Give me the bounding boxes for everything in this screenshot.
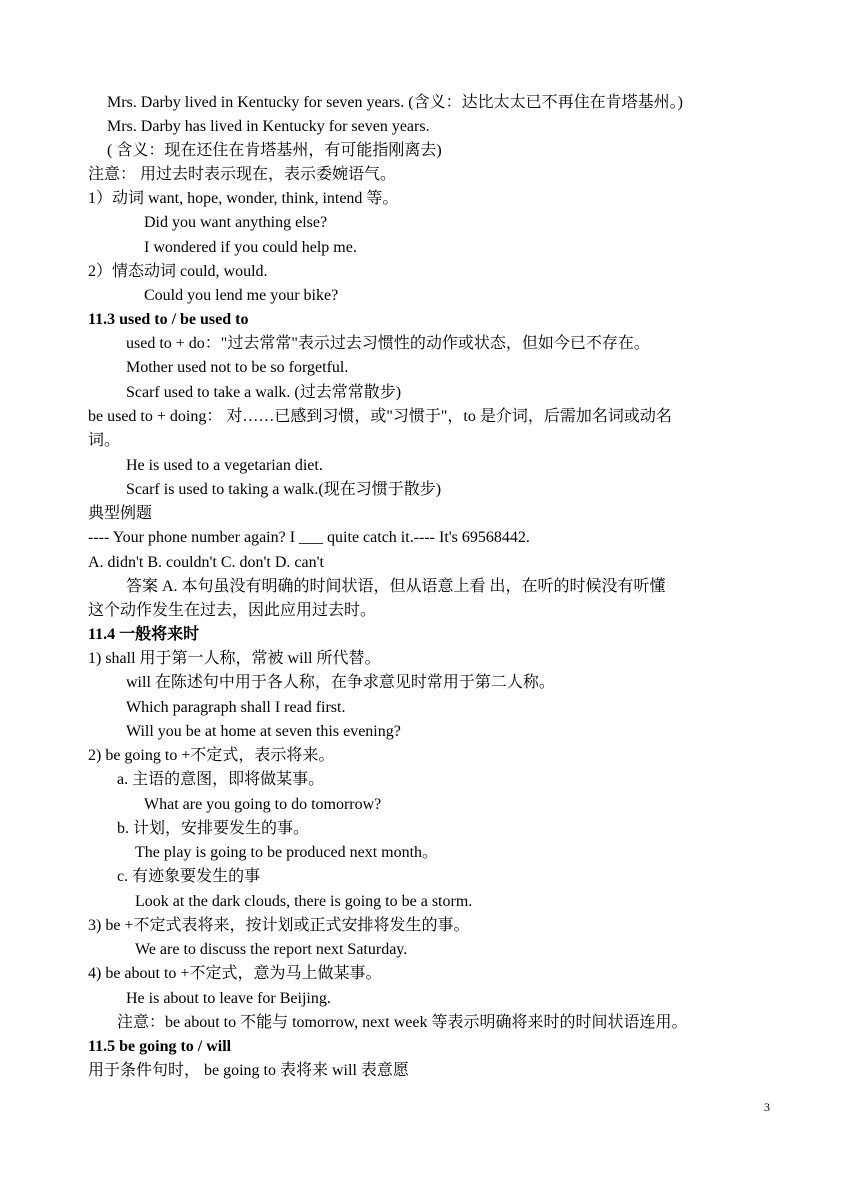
- text-line: 1）动词 want, hope, wonder, think, intend 等。: [88, 190, 399, 207]
- text-line: ( 含义：现在还住在肯塔基州，有可能指刚离去): [107, 142, 442, 159]
- text-line: He is used to a vegetarian diet.: [126, 457, 323, 474]
- text-line: Mother used not to be so forgetful.: [126, 359, 349, 376]
- text-line: ---- Your phone number again? I ___ quite catch it.---- It's 69568442.: [88, 529, 530, 546]
- text-line: We are to discuss the report next Saturday.: [135, 941, 408, 958]
- text-line: Will you be at home at seven this evening?: [126, 723, 401, 740]
- text-line: 2）情态动词 could, would.: [88, 263, 268, 280]
- text-line: Could you lend me your bike?: [144, 287, 339, 304]
- text-line: Did you want anything else?: [144, 214, 328, 231]
- section-heading: 11.3 used to / be used to: [88, 311, 249, 328]
- text-line: 3) be +不定式表将来，按计划或正式安排将发生的事。: [88, 917, 470, 934]
- text-line: 用于条件句时， be going to 表将来 will 表意愿: [88, 1062, 409, 1079]
- text-line: He is about to leave for Beijing.: [126, 990, 331, 1007]
- page-number: 3: [764, 1100, 770, 1114]
- text-line: 注意： 用过去时表示现在，表示委婉语气。: [88, 166, 397, 183]
- text-line: 4) be about to +不定式，意为马上做某事。: [88, 965, 382, 982]
- text-line: 典型例题: [88, 505, 153, 522]
- text-line: What are you going to do tomorrow?: [144, 796, 382, 813]
- text-line: b. 计划，安排要发生的事。: [117, 820, 310, 837]
- section-heading: 11.4 一般将来时: [88, 626, 200, 643]
- text-line: Mrs. Darby lived in Kentucky for seven years. (含义：达比太太已不再住在肯塔基州。): [107, 94, 683, 111]
- text-line: The play is going to be produced next month。: [135, 844, 439, 861]
- section-heading: 11.5 be going to / will: [88, 1038, 232, 1055]
- text-line: A. didn't B. couldn't C. don't D. can't: [88, 554, 324, 571]
- text-line: 答案 A. 本句虽没有明确的时间状语，但从语意上看 出，在听的时候没有听懂: [126, 578, 666, 595]
- text-line: c. 有迹象要发生的事: [117, 868, 261, 885]
- text-line: 2) be going to +不定式，表示将来。: [88, 747, 335, 764]
- text-line: Which paragraph shall I read first.: [126, 699, 346, 716]
- text-line: I wondered if you could help me.: [144, 239, 357, 256]
- text-line: used to + do："过去常常"表示过去习惯性的动作或状态，但如今已不存在。: [126, 335, 650, 352]
- text-line: Scarf used to take a walk. (过去常常散步): [126, 384, 402, 401]
- text-line: 1) shall 用于第一人称，常被 will 所代替。: [88, 650, 381, 667]
- text-line: 这个动作发生在过去，因此应用过去时。: [88, 602, 377, 619]
- text-line: be used to + doing： 对……已感到习惯，或"习惯于"，to 是介词，后需加名词或动名: [88, 408, 672, 425]
- text-line: 词。: [88, 432, 121, 449]
- text-line: will 在陈述句中用于各人称，在争求意见时常用于第二人称。: [126, 674, 555, 691]
- text-line: 注意：be about to 不能与 tomorrow, next week 等表示明确将来时的时间状语连用。: [117, 1014, 688, 1031]
- text-line: Look at the dark clouds, there is going to be a storm.: [135, 893, 473, 910]
- text-line: Mrs. Darby has lived in Kentucky for seven years.: [107, 118, 430, 135]
- text-line: Scarf is used to taking a walk.(现在习惯于散步): [126, 481, 442, 498]
- text-line: a. 主语的意图，即将做某事。: [117, 771, 325, 788]
